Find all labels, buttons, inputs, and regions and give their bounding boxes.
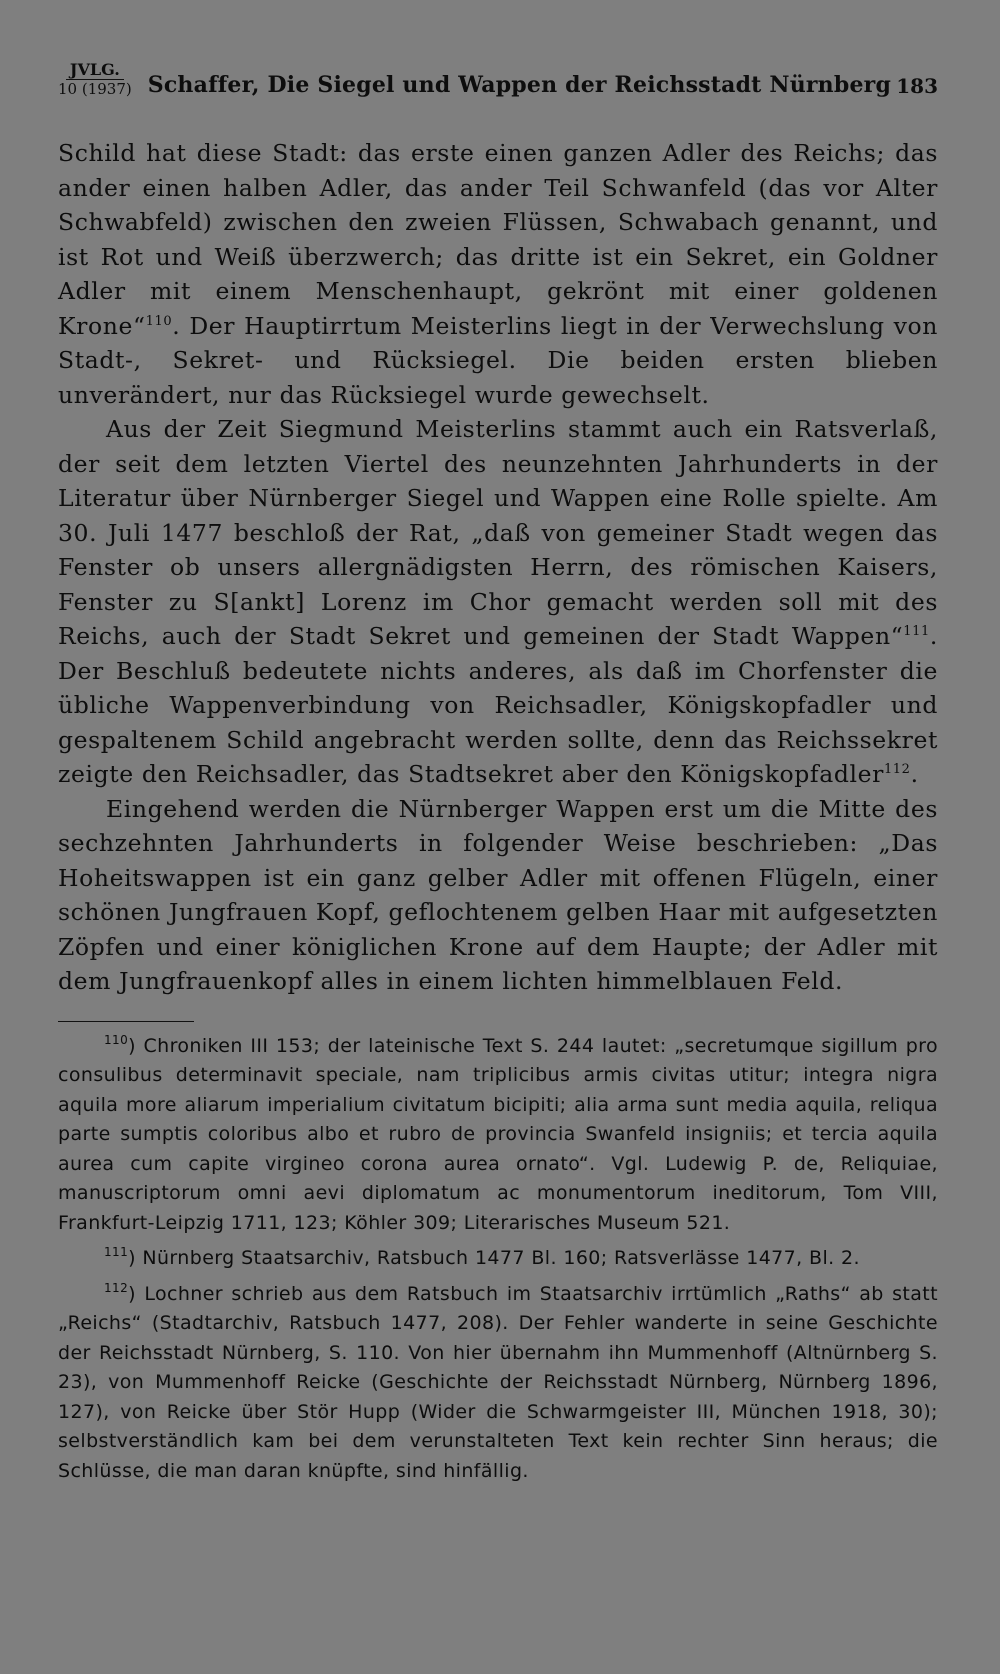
footnote-ref: 110 — [145, 313, 173, 329]
paragraph-text: Aus der Zeit Siegmund Meisterlins stammt auch ein Ratsverlaß, der seit dem letzten Viertel des neunzehnten Jahrhunderts in der Literatur über Nürnberger Siegel und Wappen eine Rolle spielte. Am 30. Juli 1477 beschloß der Rat, „daß von gemeiner Stadt wegen das Fenster ob unsers allergnädigsten Herrn, des römischen Kaisers, Fenster zu S[ankt] Lorenz im Chor gemacht werden soll mit des Reichs, auch der Stadt Sekret und gemeinen der Stadt Wappen“ — [58, 415, 938, 650]
paragraph — [58, 136, 938, 412]
paragraph-text: . Der Beschluß bedeutete nichts anderes, als daß im Chorfenster die übliche Wappenverbindung von Reichsadler, Königskopfadler und gespaltenem Schild angebracht werden sollte, denn das Reichssekret zeigte den Reichsadler, das Stadtsekret aber den Königskopfadler — [58, 622, 938, 788]
footnotes — [58, 1032, 938, 1487]
footnote-text: ) Chroniken III 153; der lateinische Text S. 244 lautet: „secretumque sigillum pro consulibus determinavit speciale, nam triplicibus armis civitas utitur; integra nigra aquila more aliarum imperialium civitatum bicipiti; alia arma sunt media aquila, reliqua parte sumptis coloribus albo et rubro de provincia Swanfeld insigniis; et tercia aquila aurea cum capite virgineo corona aurea ornato“. Vgl. Ludewig P. de, Reliquiae, manuscriptorum omni aevi diplomatum ac monumentorum ineditorum, Tom VIII, Frankfurt-Leipzig 1711, 123; Köhler 309; Literarisches Museum 521. — [58, 1034, 938, 1234]
footnote — [58, 1032, 938, 1239]
footnote-number: 112 — [104, 1280, 129, 1295]
page-header — [58, 52, 938, 98]
running-title: Schaffer, Die Siegel und Wappen der Reichsstadt Nürnberg — [147, 72, 892, 98]
journal-volume: 10 (1937) — [58, 80, 132, 98]
paragraph — [58, 792, 938, 999]
footnote-divider — [58, 1021, 194, 1022]
footnote-ref: 112 — [883, 762, 911, 777]
footnote-number: 111 — [104, 1245, 129, 1259]
paragraph-text: Schild hat diese Stadt: das erste einen ganzen Adler des Reichs; das ander einen halben Adler, das ander Teil Schwanfeld (das vor Alter Schwabfeld) zwischen den zweien Flüssen, Schwabach genannt, und ist Rot und Weiß überzwerch; das dritte ist ein Sekret, ein Goldner Adler mit einem Menschenhaupt, gekrönt mit einer goldenen Krone“ — [58, 139, 938, 340]
footnote-number: 110 — [104, 1032, 129, 1047]
paragraph — [58, 412, 938, 792]
paragraph-text: Eingehend werden die Nürnberger Wappen erst um die Mitte des sechzehnten Jahrhunderts in folgender Weise beschrieben: „Das Hoheitswappen ist ein ganz gelber Adler mit offenen Flügeln, einer schönen Jungfrauen Kopf, geflochtenem gelben Haar mit aufgesetzten Zöpfen und einer königlichen Krone auf dem Haupte; der Adler mit dem Jungfrauenkopf alles in einem lichten himmelblauen Feld. — [58, 794, 938, 995]
footnote — [58, 1244, 938, 1274]
footnote-text: ) Lochner schrieb aus dem Ratsbuch im Staatsarchiv irrtümlich „Raths“ ab statt „Reichs“ (Stadtarchiv, Ratsbuch 1477, 208). Der Fehler wanderte in seine Geschichte der Reichsstadt Nürnberg, S. 110. Von hier übernahm ihn Mummenhoff (Altnürnberg S. 23), von Mummenhoff Reicke (Geschichte der Reichsstadt Nürnberg, Nürnberg 1896, 127), von Reicke über Stör Hupp (Wider die Schwarmgeister III, München 1918, 30); selbstverständlich kam bei dem verunstalteten Text kein rechter Sinn heraus; die Schlüsse, die man daran knüpfte, sind hinfällig. — [58, 1282, 938, 1482]
journal-citation — [58, 61, 132, 98]
main-text — [58, 136, 938, 999]
paragraph-text: . Der Hauptirrtum Meisterlins liegt in der Verwechslung von Stadt-, Sekret- und Rücksiegel. Die beiden ersten blieben unverändert, nur das Rücksiegel wurde gewechselt. — [58, 311, 938, 409]
footnote — [58, 1280, 938, 1487]
page-number: 183 — [896, 74, 938, 98]
paragraph-text: . — [910, 760, 919, 788]
footnote-text: ) Nürnberg Staatsarchiv, Ratsbuch 1477 Bl. 160; Ratsverlässe 1477, Bl. 2. — [128, 1247, 860, 1269]
footnote-ref: 111 — [903, 624, 930, 639]
journal-abbreviation: JVLG. — [66, 61, 124, 80]
